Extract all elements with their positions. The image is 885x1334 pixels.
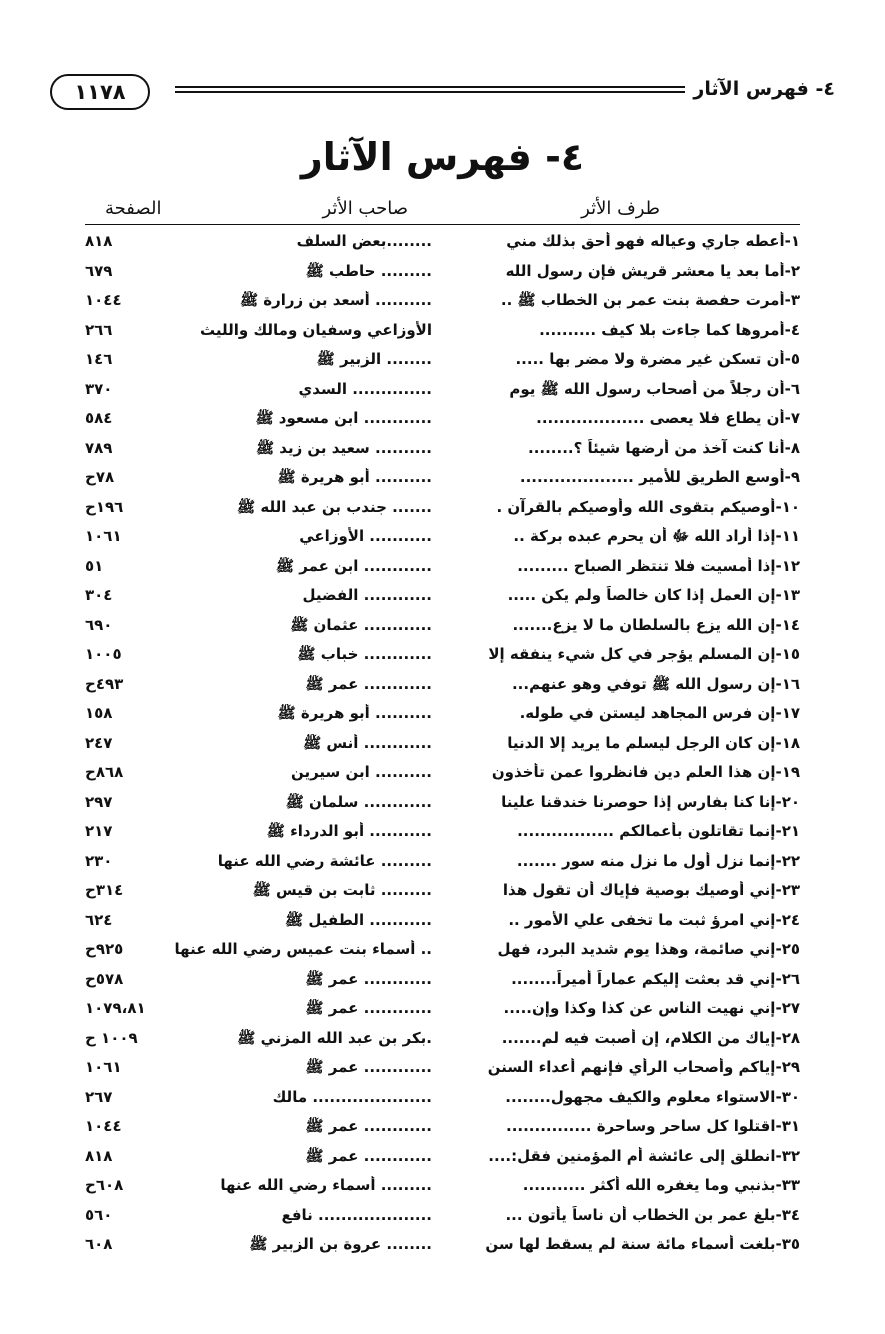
- table-row: [85, 494, 800, 524]
- athar-text: ٢١-إنما تقاتلون بأعمالكم .................: [517, 822, 800, 840]
- athar-page: ٥١: [85, 556, 104, 575]
- athar-text: ٢٧-إني نهيت الناس عن كذا وكذا وإن.....: [503, 999, 800, 1017]
- athar-text: ١٨-إن كان الرجل ليسلم ما يريد إلا الدنيا: [507, 733, 800, 752]
- table-row: [85, 376, 800, 406]
- athar-narrator: ............ عمر ﷺ: [305, 1058, 432, 1076]
- athar-page: ٦٩٠: [85, 615, 113, 634]
- athar-page: ٦٢٤: [85, 910, 113, 929]
- table-row: [85, 877, 800, 907]
- athar-text: ١٣-إن العمل إذا كان خالصاً ولم يكن .....: [507, 586, 800, 604]
- athar-narrator: .......... أبو هريرة ﷺ: [277, 468, 432, 486]
- table-row: [85, 1084, 800, 1114]
- athar-page: ٨٦٨ح: [85, 763, 124, 781]
- column-header-tarf: طرف الأثر: [581, 198, 660, 219]
- athar-text: ١٩-إن هذا العلم دين فانظروا عمن تأخذون: [491, 763, 800, 781]
- athar-page: ٣٠٤: [85, 586, 113, 604]
- table-row: [85, 553, 800, 583]
- athar-page: ٣١٤ح: [85, 881, 124, 899]
- athar-text: ٢٩-إياكم وأصحاب الرأي فإنهم أعداء السنن: [487, 1058, 800, 1076]
- athar-page: ١٥٨: [85, 704, 113, 722]
- athar-text: ٣٢-انطلق إلى عائشة أم المؤمنين فقل:....: [488, 1146, 800, 1165]
- table-row: [85, 1231, 800, 1261]
- table-row: [85, 995, 800, 1025]
- table-row: [85, 258, 800, 288]
- athar-text: ١٦-إن رسول الله ﷺ توفي وهو عنهم...: [511, 674, 800, 693]
- athar-page: ٦٧٩: [85, 261, 113, 280]
- table-row: [85, 523, 800, 553]
- athar-page: ٢٩٧: [85, 792, 113, 811]
- table-row: [85, 346, 800, 376]
- athar-narrator: .......... سعيد بن زيد ﷺ: [255, 438, 432, 457]
- header-rule: [175, 86, 685, 93]
- athar-narrator: ............ خباب ﷺ: [297, 645, 432, 663]
- athar-narrator: ........... الأوزاعي: [299, 527, 432, 545]
- athar-narrator: .......... أبو هريرة ﷺ: [277, 704, 432, 722]
- athar-text: ١٠-أوصيكم بتقوى الله وأوصيكم بالقرآن .: [496, 497, 800, 516]
- athar-page: ٦٠٨: [85, 1235, 113, 1253]
- athar-page: ١٩٦ح: [85, 497, 124, 516]
- athar-page: ٢١٧: [85, 822, 113, 840]
- running-header: [50, 72, 835, 112]
- table-row: [85, 1025, 800, 1055]
- athar-narrator: ........ عروة بن الزبير ﷺ: [249, 1235, 432, 1253]
- athar-text: ٥-أن تسكن غير مضرة ولا مضر بها .....: [515, 350, 800, 368]
- athar-page: ١٠٤٤: [85, 1117, 122, 1135]
- athar-index-table: [85, 228, 800, 1261]
- athar-narrator: .......... ابن سيرين: [290, 763, 432, 781]
- athar-page: ٢٤٧: [85, 733, 113, 752]
- table-row: [85, 966, 800, 996]
- athar-text: ١٢-إذا أمسيت فلا تنتظر الصباح .........: [517, 556, 800, 575]
- table-row: [85, 759, 800, 789]
- table-row: [85, 287, 800, 317]
- athar-text: ١٥-إن المسلم يؤجر في كل شيء ينفقه إلا: [488, 645, 800, 663]
- athar-text: ١٤-إن الله يزع بالسلطان ما لا يزع.......: [512, 615, 800, 634]
- table-row: [85, 789, 800, 819]
- athar-narrator: ............ الفضيل: [302, 586, 432, 604]
- athar-text: ٢٨-إياك من الكلام، إن أصبت فيه لم.......: [501, 1028, 800, 1047]
- athar-page: ٤٩٣ح: [85, 674, 124, 693]
- athar-narrator: ............ عمر ﷺ: [305, 999, 432, 1017]
- athar-text: ١-أعطه جاري وعياله فهو أحق بذلك مني: [506, 232, 800, 250]
- page-number-badge: ١١٧٨: [50, 74, 150, 110]
- athar-narrator: ............ عمر ﷺ: [305, 674, 432, 693]
- athar-page: ٩٢٥ح: [85, 940, 124, 958]
- athar-text: ٢٣-إني أوصيك بوصية فإياك أن تقول هذا: [502, 881, 800, 899]
- table-row: [85, 818, 800, 848]
- athar-text: ٩-أوسع الطريق للأمير ....................: [519, 468, 800, 486]
- athar-text: ٢٦-إني قد بعثت إليكم عماراً أميراً........: [511, 969, 800, 988]
- table-row: [85, 848, 800, 878]
- athar-page: ١٠٦١: [85, 527, 122, 545]
- athar-text: ٣٤-بلغ عمر بن الخطاب أن ناساً يأتون ...: [505, 1205, 800, 1224]
- athar-text: ٣٠-الاستواء معلوم والكيف مجهول........: [505, 1087, 800, 1106]
- athar-narrator: ......... عائشة رضي الله عنها: [217, 851, 432, 870]
- athar-text: ٤-أمروها كما جاءت بلا كيف ..........: [539, 320, 800, 339]
- athar-narrator: ..................... مالك: [272, 1087, 432, 1106]
- athar-narrator: ............ عمر ﷺ: [305, 1146, 432, 1165]
- athar-page: ٥٧٨ح: [85, 969, 124, 988]
- athar-narrator: ........... الطفيل ﷺ: [285, 910, 432, 929]
- table-row: [85, 1143, 800, 1173]
- athar-text: ٣١-اقتلوا كل ساحر وساحرة ...............: [506, 1117, 800, 1135]
- athar-text: ١١-إذا أراد الله ﷻ أن يحرم عبده بركة ..: [513, 527, 800, 545]
- athar-text: ٢٤-إني امرؤ ثبت ما تخفى علي الأمور ..: [508, 910, 800, 929]
- athar-narrator: ............ ابن عمر ﷺ: [275, 556, 432, 575]
- athar-text: ٢٥-إني صائمة، وهذا يوم شديد البرد، فهل: [497, 940, 800, 958]
- athar-narrator: .......... أسعد بن زرارة ﷺ: [239, 291, 432, 309]
- athar-text: ٨-أنا كنت آخذ من أرضها شيئاً ؟........: [528, 438, 800, 457]
- athar-text: ٦-أن رجلاً من أصحاب رسول الله ﷺ يوم: [509, 379, 800, 398]
- table-row: [85, 228, 800, 258]
- athar-page: ٥٨٤: [85, 409, 113, 427]
- table-row: [85, 700, 800, 730]
- athar-narrator: ......... حاطب ﷺ: [305, 261, 432, 280]
- athar-page: ٢٦٧: [85, 1087, 113, 1106]
- table-row: [85, 612, 800, 642]
- table-row: [85, 317, 800, 347]
- athar-text: ٢٠-إنا كنا بفارس إذا حوصرنا خندقنا علينا: [501, 792, 800, 811]
- athar-page: ١٠٤٤: [85, 291, 122, 309]
- athar-narrator: .............. السدي: [298, 379, 432, 398]
- athar-narrator: ............ أنس ﷺ: [303, 733, 432, 752]
- athar-narrator: ............ ابن مسعود ﷺ: [255, 409, 432, 427]
- athar-narrator: ....... جندب بن عبد الله ﷺ: [237, 497, 432, 516]
- table-row: [85, 671, 800, 701]
- table-row: [85, 405, 800, 435]
- header-title: ٤- فهرس الآثار: [693, 78, 835, 100]
- header-divider: [85, 224, 800, 225]
- table-row: [85, 730, 800, 760]
- athar-narrator: ............ عثمان ﷺ: [290, 615, 432, 634]
- athar-narrator: ........... أبو الدرداء ﷺ: [266, 822, 432, 840]
- table-row: [85, 1172, 800, 1202]
- athar-page: ٢٣٠: [85, 851, 113, 870]
- athar-page: ١٠٠٩ ح: [85, 1028, 138, 1047]
- athar-narrator: .. أسماء بنت عميس رضي الله عنها: [174, 940, 432, 958]
- athar-page: ٥٦٠: [85, 1205, 113, 1224]
- athar-narrator: ............ سلمان ﷺ: [285, 792, 432, 811]
- athar-page: ١٠٦١: [85, 1058, 122, 1076]
- table-row: [85, 1113, 800, 1143]
- table-row: [85, 464, 800, 494]
- athar-narrator: الأوزاعي وسفيان ومالك والليث: [200, 320, 432, 339]
- athar-narrator: .................... نافع: [281, 1205, 432, 1224]
- athar-narrator: .بكر بن عبد الله المزني ﷺ: [237, 1028, 432, 1047]
- athar-page: ٢٦٦: [85, 320, 113, 339]
- table-row: [85, 1202, 800, 1232]
- athar-page: ٧٨٩: [85, 438, 113, 457]
- athar-page: ٦٠٨ح: [85, 1176, 124, 1194]
- table-row: [85, 936, 800, 966]
- page-title: ٤- فهرس الآثار: [300, 135, 585, 179]
- column-header-sahib: صاحب الأثر: [322, 198, 408, 219]
- athar-page: ٧٨ح: [85, 468, 115, 486]
- table-row: [85, 435, 800, 465]
- athar-narrator: ......... ثابت بن قيس ﷺ: [252, 881, 432, 899]
- athar-narrator: ............ عمر ﷺ: [305, 1117, 432, 1135]
- athar-text: ٣٣-بذنبي وما يغفره الله أكثر ...........: [522, 1176, 800, 1194]
- table-row: [85, 1054, 800, 1084]
- athar-text: ٢-أما بعد يا معشر قريش فإن رسول الله: [505, 261, 800, 280]
- table-row: [85, 907, 800, 937]
- athar-page: ١٤٦: [85, 350, 113, 368]
- column-header-page: الصفحة: [105, 198, 162, 219]
- table-row: [85, 582, 800, 612]
- athar-text: ٢٢-إنما نزل أول ما نزل منه سور .......: [516, 851, 800, 870]
- athar-narrator: ............ عمر ﷺ: [305, 969, 432, 988]
- column-headers: [85, 198, 800, 222]
- athar-narrator: ......... أسماء رضي الله عنها: [220, 1176, 432, 1194]
- athar-page: ٨١٨: [85, 1146, 113, 1165]
- athar-text: ١٧-إن فرس المجاهد ليستن في طوله.: [519, 704, 800, 722]
- table-row: [85, 641, 800, 671]
- athar-page: ١٠٧٩،٨١: [85, 999, 146, 1017]
- athar-text: ٣٥-بلغت أسماء مائة سنة لم يسقط لها سن: [485, 1235, 800, 1253]
- athar-text: ٧-أن يطاع فلا يعصى ...................: [536, 409, 800, 427]
- athar-page: ٣٧٠: [85, 379, 113, 398]
- athar-text: ٣-أمرت حفصة بنت عمر بن الخطاب ﷺ ..: [500, 291, 800, 309]
- athar-page: ٨١٨: [85, 232, 113, 250]
- athar-narrator: ........بعض السلف: [296, 232, 432, 250]
- athar-narrator: ........ الزبير ﷺ: [316, 350, 432, 368]
- athar-page: ١٠٠٥: [85, 645, 122, 663]
